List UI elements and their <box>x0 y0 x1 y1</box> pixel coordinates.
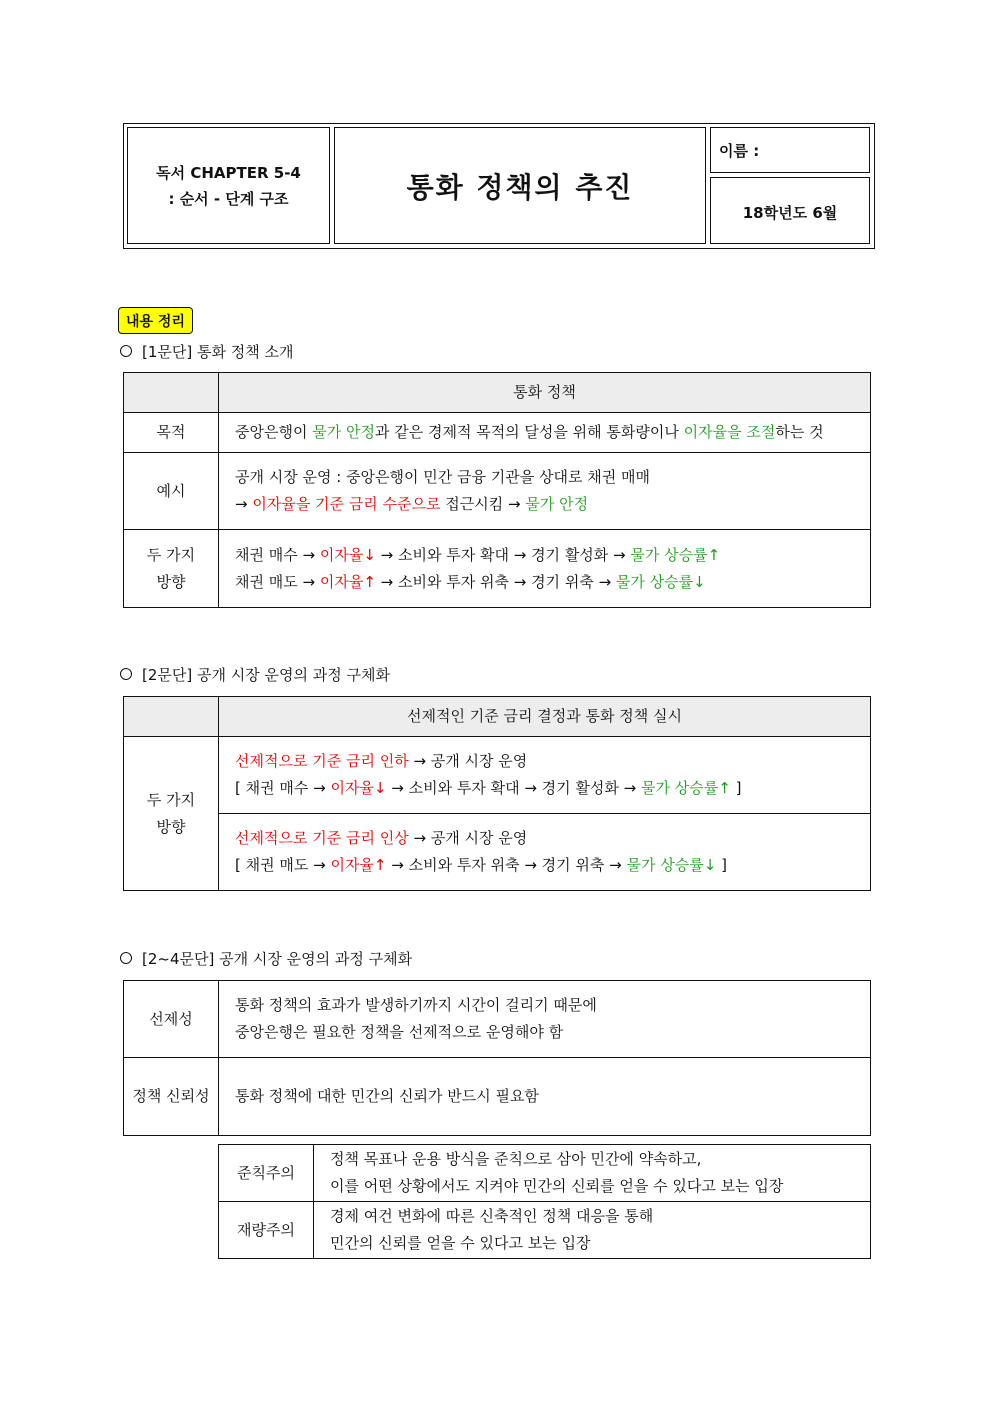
table-header: 선제적인 기준 금리 결정과 통화 정책 실시 <box>219 697 871 737</box>
circle-bullet-icon <box>120 952 132 964</box>
row-label: 선제성 <box>124 981 219 1058</box>
row-content: 통화 정책에 대한 민간의 신뢰가 반드시 필요함 <box>219 1058 871 1136</box>
chapter-line2: : 순서 - 단계 구조 <box>168 189 289 208</box>
row-label <box>124 737 219 891</box>
row-label: 정책 신뢰성 <box>124 1058 219 1136</box>
text-segment: 이자율을 조절 <box>683 423 776 441</box>
text-segment: → 소비와 투자 확대 → 경기 활성화 → <box>375 545 631 564</box>
content-line: 공개 시장 운영 : 중앙은행이 민간 금융 기관을 상대로 채권 매매 <box>235 468 650 486</box>
text-segment: ] <box>716 856 727 874</box>
label-line: 방향 <box>156 817 186 836</box>
text-segment: → 공개 시장 운영 <box>408 829 528 847</box>
row-content <box>219 814 871 891</box>
label-line: 방향 <box>156 572 186 591</box>
table-row <box>219 1202 871 1259</box>
section3-heading-text: [2~4문단] 공개 시장 운영의 과정 구체화 <box>142 949 413 968</box>
text-segment: 물가 상승률↓ <box>615 572 706 591</box>
section2-table <box>123 696 871 891</box>
row-content <box>219 453 871 530</box>
content-line <box>235 825 869 852</box>
page-title: 통화 정책의 추진 <box>334 127 706 244</box>
text-segment: 물가 상승률↑ <box>630 545 721 564</box>
section1-table <box>123 372 871 608</box>
content-line: 경제 여건 변화에 따른 신축적인 정책 대응을 통해 <box>330 1207 654 1225</box>
table-header: 통화 정책 <box>219 373 871 413</box>
row-label: 준칙주의 <box>219 1145 314 1202</box>
text-segment: 중앙은행이 <box>235 423 313 441</box>
content-line: 이를 어떤 상황에서도 지켜야 민간의 신뢰를 얻을 수 있다고 보는 입장 <box>330 1177 784 1195</box>
row-label: 재량주의 <box>219 1202 314 1259</box>
text-segment: 과 같은 경제적 목적의 달성을 위해 통화량이나 <box>374 423 684 441</box>
table-header-empty <box>124 373 219 413</box>
row-label <box>124 530 219 608</box>
section2-heading-text: [2문단] 공개 시장 운영의 과정 구체화 <box>142 665 390 684</box>
table-row <box>124 373 871 413</box>
chapter-box <box>127 127 330 244</box>
section1-heading-text: [1문단] 통화 정책 소개 <box>142 342 294 361</box>
text-segment: 물가 안정 <box>525 495 589 513</box>
table-row <box>124 981 871 1058</box>
label-line: 두 가지 <box>146 545 196 564</box>
text-segment: → 소비와 투자 위축 → 경기 위축 → <box>386 856 627 874</box>
text-segment: 이자율↑ <box>330 856 387 874</box>
section2-heading <box>120 663 390 685</box>
section1-heading <box>120 340 293 362</box>
text-segment: 물가 상승률↑ <box>641 779 731 797</box>
row-content <box>219 737 871 814</box>
row-label: 예시 <box>124 453 219 530</box>
table-row <box>124 814 871 891</box>
content-line <box>235 748 869 775</box>
text-segment: 선제적으로 기준 금리 인상 <box>235 829 409 847</box>
section3-table <box>123 980 871 1136</box>
text-segment: → <box>235 495 253 513</box>
content-line: 정책 목표나 운용 방식을 준칙으로 삼아 민간에 약속하고, <box>330 1150 702 1168</box>
content-line <box>235 491 869 518</box>
content-line: 통화 정책의 효과가 발생하기까지 시간이 걸리기 때문에 <box>235 996 597 1014</box>
row-content <box>314 1202 871 1259</box>
circle-bullet-icon <box>120 668 132 680</box>
section3-heading <box>120 947 412 969</box>
text-segment: → 공개 시장 운영 <box>408 752 528 770</box>
content-line: 중앙은행은 필요한 정책을 선제적으로 운영해야 함 <box>235 1023 564 1041</box>
row-label: 목적 <box>124 413 219 453</box>
text-segment: 접근시킴 → <box>440 495 526 513</box>
text-segment: ] <box>730 779 742 797</box>
name-field[interactable] <box>710 127 870 173</box>
text-segment: 이자율↓ <box>319 545 376 564</box>
table-row <box>124 453 871 530</box>
text-segment: 물가 상승률↓ <box>626 856 717 874</box>
text-segment: 이자율↑ <box>319 572 376 591</box>
text-segment: 채권 매도 → <box>235 572 320 591</box>
table-row <box>124 413 871 453</box>
summary-badge: 내용 정리 <box>118 307 193 334</box>
table-row <box>124 1058 871 1136</box>
table-header-empty <box>124 697 219 737</box>
text-segment: → 소비와 투자 위축 → 경기 위축 → <box>375 572 616 591</box>
row-content <box>219 413 871 453</box>
label-line: 두 가지 <box>146 790 196 809</box>
row-content <box>219 530 871 608</box>
text-segment: → 소비와 투자 확대 → 경기 활성화 → <box>386 779 641 797</box>
text-segment: 이자율을 기준 금리 수준으로 <box>252 495 441 513</box>
content-line <box>235 542 869 569</box>
content-line: 민간의 신뢰를 얻을 수 있다고 보는 입장 <box>330 1234 591 1252</box>
text-segment: 선제적으로 기준 금리 인하 <box>235 752 409 770</box>
table-row <box>124 530 871 608</box>
text-segment: 채권 매수 → <box>235 545 320 564</box>
text-segment: 이자율↓ <box>330 779 387 797</box>
text-segment: 하는 것 <box>775 423 824 441</box>
exam-year: 18학년도 6월 <box>710 177 870 244</box>
circle-bullet-icon <box>120 345 132 357</box>
chapter-line1: 독서 CHAPTER 5-4 <box>156 163 301 182</box>
content-line <box>235 569 869 596</box>
content-line <box>235 775 869 802</box>
text-segment: [ 채권 매수 → <box>235 779 331 797</box>
content-line <box>235 852 869 879</box>
table-row <box>124 697 871 737</box>
table-row <box>124 737 871 814</box>
text-segment: 물가 안정 <box>312 423 375 441</box>
table-row <box>219 1145 871 1202</box>
row-content <box>219 981 871 1058</box>
text-segment: [ 채권 매도 → <box>235 856 331 874</box>
name-label: 이름 : <box>719 141 760 160</box>
section3-subtable <box>218 1144 871 1259</box>
row-content <box>314 1145 871 1202</box>
